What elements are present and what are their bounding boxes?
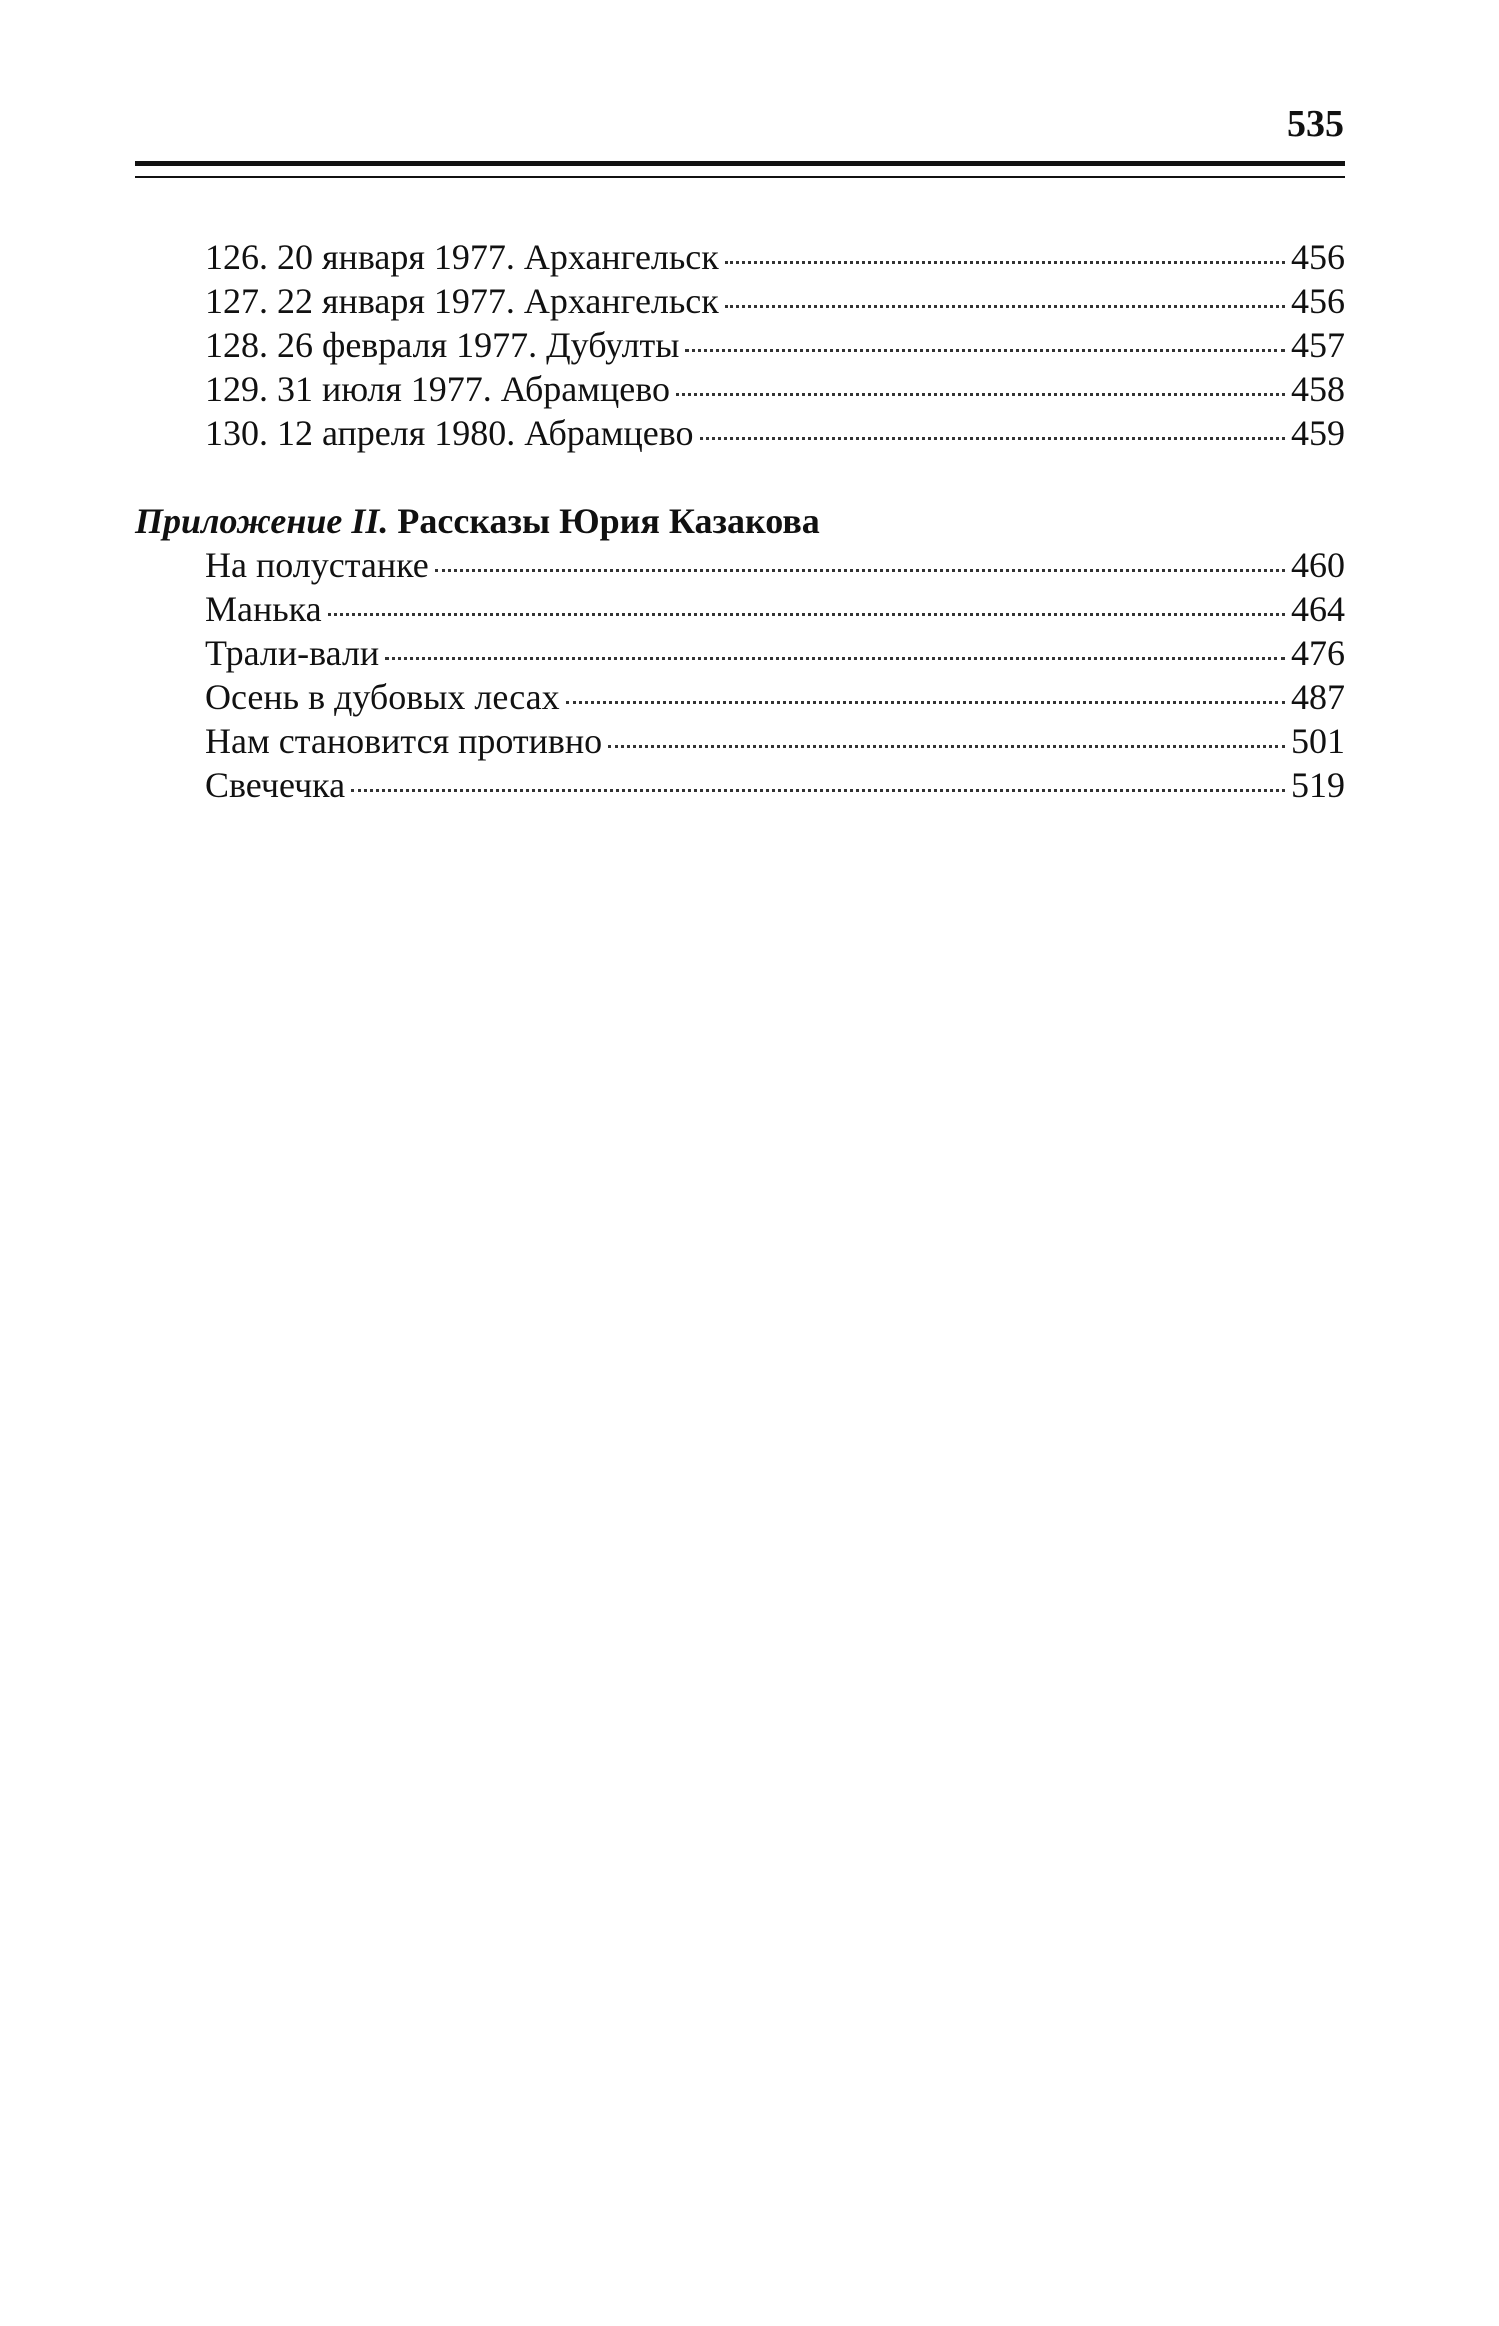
appendix-title: Рассказы Юрия Казакова	[397, 501, 820, 541]
toc-dot-leader	[676, 392, 1285, 396]
page-number: 535	[1287, 103, 1344, 145]
toc-entry	[205, 279, 1345, 323]
toc-dot-leader	[725, 304, 1285, 308]
toc-dot-leader	[700, 436, 1285, 440]
toc-entry-title: 129. 31 июля 1977. Абрамцево	[205, 369, 671, 409]
toc-entry-page: 501	[1291, 721, 1345, 761]
appendix-heading	[135, 499, 820, 543]
toc-dot-leader	[608, 744, 1285, 748]
letters-toc-list	[205, 235, 1345, 455]
toc-entry	[205, 411, 1345, 455]
toc-entry	[205, 235, 1345, 279]
toc-dot-leader	[385, 656, 1285, 660]
stories-toc-list	[205, 543, 1345, 807]
toc-entry-page: 457	[1291, 325, 1345, 365]
toc-entry-page: 459	[1291, 413, 1345, 453]
toc-entry-title: Свечечка	[205, 765, 346, 805]
header-rule-thin	[135, 176, 1345, 178]
toc-entry-page: 476	[1291, 633, 1345, 673]
toc-entry	[205, 543, 1345, 587]
toc-entry	[205, 323, 1345, 367]
toc-entry	[205, 763, 1345, 807]
toc-entry-page: 456	[1291, 281, 1345, 321]
toc-entry-title: 127. 22 января 1977. Архангельск	[205, 281, 719, 321]
toc-entry-title: Нам становится противно	[205, 721, 603, 761]
toc-entry-title: На полустанке	[205, 545, 429, 585]
toc-entry	[205, 719, 1345, 763]
toc-dot-leader	[435, 568, 1285, 572]
toc-dot-leader	[725, 260, 1285, 264]
toc-entry	[205, 587, 1345, 631]
toc-entry-title: Осень в дубовых лесах	[205, 677, 560, 717]
toc-entry-page: 487	[1291, 677, 1345, 717]
toc-entry-page: 519	[1291, 765, 1345, 805]
toc-entry-page: 456	[1291, 237, 1345, 277]
toc-dot-leader	[566, 700, 1285, 704]
toc-dot-leader	[351, 788, 1285, 792]
appendix-label: Приложение II.	[135, 501, 389, 541]
toc-entry-title: Манька	[205, 589, 322, 629]
toc-entry-page: 458	[1291, 369, 1345, 409]
toc-entry	[205, 631, 1345, 675]
toc-dot-leader	[328, 612, 1285, 616]
toc-entry-page: 464	[1291, 589, 1345, 629]
toc-entry-page: 460	[1291, 545, 1345, 585]
toc-entry-title: 126. 20 января 1977. Архангельск	[205, 237, 719, 277]
toc-entry-title: 130. 12 апреля 1980. Абрамцево	[205, 413, 694, 453]
toc-entry-title: Трали-вали	[205, 633, 380, 673]
toc-entry	[205, 367, 1345, 411]
toc-entry	[205, 675, 1345, 719]
toc-dot-leader	[685, 348, 1285, 352]
toc-entry-title: 128. 26 февраля 1977. Дубулты	[205, 325, 680, 365]
header-rule-thick	[135, 161, 1345, 166]
